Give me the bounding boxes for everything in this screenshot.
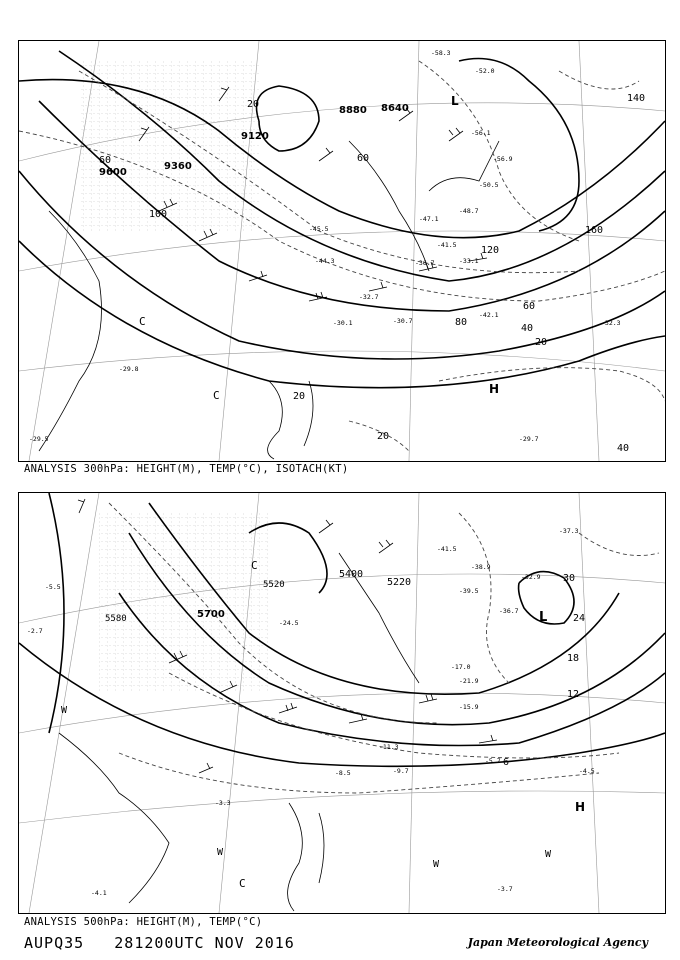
temp-label: -39.5	[459, 587, 479, 595]
isotach-label: 20	[293, 391, 306, 402]
height-label: 5520	[263, 580, 285, 590]
height-label: 9600	[99, 167, 127, 178]
temp-label: -29.5	[29, 435, 49, 443]
temp-label: -48.7	[459, 207, 479, 215]
temp-label: -56.9	[493, 155, 513, 163]
temp-label: -30.1	[333, 319, 353, 327]
high-center: H	[489, 382, 500, 396]
low-center: L	[539, 610, 548, 625]
isotach-label: 60	[357, 153, 370, 164]
temp-label: -29.7	[519, 435, 539, 443]
temp-label: -58.3	[431, 49, 451, 57]
height-label: 8640	[381, 103, 409, 114]
temp-label: -32.3	[601, 319, 621, 327]
height-label: 8880	[339, 105, 367, 116]
temp-label: -33.1	[459, 257, 479, 265]
temp-label: -32.7	[359, 293, 379, 301]
isotherm-number: 6	[503, 757, 510, 768]
cold-center: C	[239, 877, 246, 890]
cold-center: C	[213, 389, 220, 402]
temp-label: -8.5	[335, 769, 351, 777]
height-label: 5580	[105, 614, 127, 624]
map-300hpa	[18, 40, 666, 462]
warm-center: W	[61, 705, 68, 716]
temp-label: -3.3	[215, 799, 231, 807]
temp-label: -17.0	[451, 663, 471, 671]
temp-label: -5.5	[45, 583, 61, 591]
isotherm-number: 18	[567, 653, 580, 664]
temp-label: -37.3	[559, 527, 579, 535]
temp-label: -24.5	[279, 619, 299, 627]
isotach-label: 40	[521, 323, 534, 334]
temp-label: -45.5	[309, 225, 329, 233]
temp-label: -30.7	[393, 317, 413, 325]
height-label: 9360	[164, 161, 192, 172]
isotach-label: 60	[523, 301, 536, 312]
temp-label: -11.3	[379, 743, 399, 751]
cold-center: C	[139, 315, 146, 328]
temp-label: -36.7	[415, 259, 435, 267]
chart-code: AUPQ35 281200UTC NOV 2016	[24, 934, 295, 952]
isotach-label: 140	[627, 93, 646, 104]
temp-label: -3.7	[497, 885, 513, 893]
isotherm-numbers	[503, 573, 585, 768]
warm-center: W	[217, 847, 224, 858]
temp-label: -36.7	[499, 607, 519, 615]
isotach-label: 80	[455, 317, 468, 328]
height-label: 5220	[387, 577, 412, 588]
temp-label: -38.9	[471, 563, 491, 571]
temp-label: -15.9	[459, 703, 479, 711]
temp-label: -4.1	[91, 889, 107, 897]
isotach-label: 20	[247, 99, 260, 110]
isotherm-number: 30	[563, 573, 576, 584]
temp-label: -41.5	[437, 241, 457, 249]
temp-label: -9.7	[393, 767, 409, 775]
temp-label: -2.7	[27, 627, 43, 635]
map-300hpa-canvas	[19, 41, 665, 461]
temp-label: -5.7	[485, 757, 501, 765]
agency-name: Japan Meteorological Agency	[467, 936, 648, 949]
height-label: 9120	[241, 131, 269, 142]
temp-label: -50.5	[479, 181, 499, 189]
isotach-label: 160	[585, 225, 604, 236]
temp-label: -29.8	[119, 365, 139, 373]
height-label: 5700	[197, 609, 225, 620]
isotherm-number: 24	[573, 613, 586, 624]
warm-center: W	[433, 859, 440, 870]
temp-label: -32.9	[521, 573, 541, 581]
temp-label: -41.5	[437, 545, 457, 553]
map-500hpa-canvas	[19, 493, 665, 913]
bottom-map-caption: ANALYSIS 500hPa: HEIGHT(M), TEMP(°C)	[24, 916, 263, 928]
isotach-label: 100	[149, 209, 168, 220]
temp-label: -44.3	[315, 257, 335, 265]
isotach-label: 20	[535, 337, 548, 348]
isotach-label: 20	[377, 431, 390, 442]
low-center: L	[451, 94, 459, 108]
map-500hpa	[18, 492, 666, 914]
temp-label: -42.1	[479, 311, 499, 319]
temp-label: -52.0	[475, 67, 495, 75]
temp-label: -21.9	[459, 677, 479, 685]
height-label: 5400	[339, 569, 364, 580]
top-map-caption: ANALYSIS 300hPa: HEIGHT(M), TEMP(°C), ISOTACH(KT)	[24, 463, 349, 475]
temp-label: -56.1	[471, 129, 491, 137]
temp-label: -4.5	[579, 767, 595, 775]
isotach-label: 40	[617, 443, 630, 454]
temp-label: -47.1	[419, 215, 439, 223]
warm-center: W	[545, 849, 552, 860]
cold-center: C	[251, 559, 258, 572]
isotach-label: 120	[481, 245, 500, 256]
high-center: H	[575, 800, 586, 814]
isotach-label: 60	[99, 155, 112, 166]
isotherm-number: 12	[567, 689, 580, 700]
